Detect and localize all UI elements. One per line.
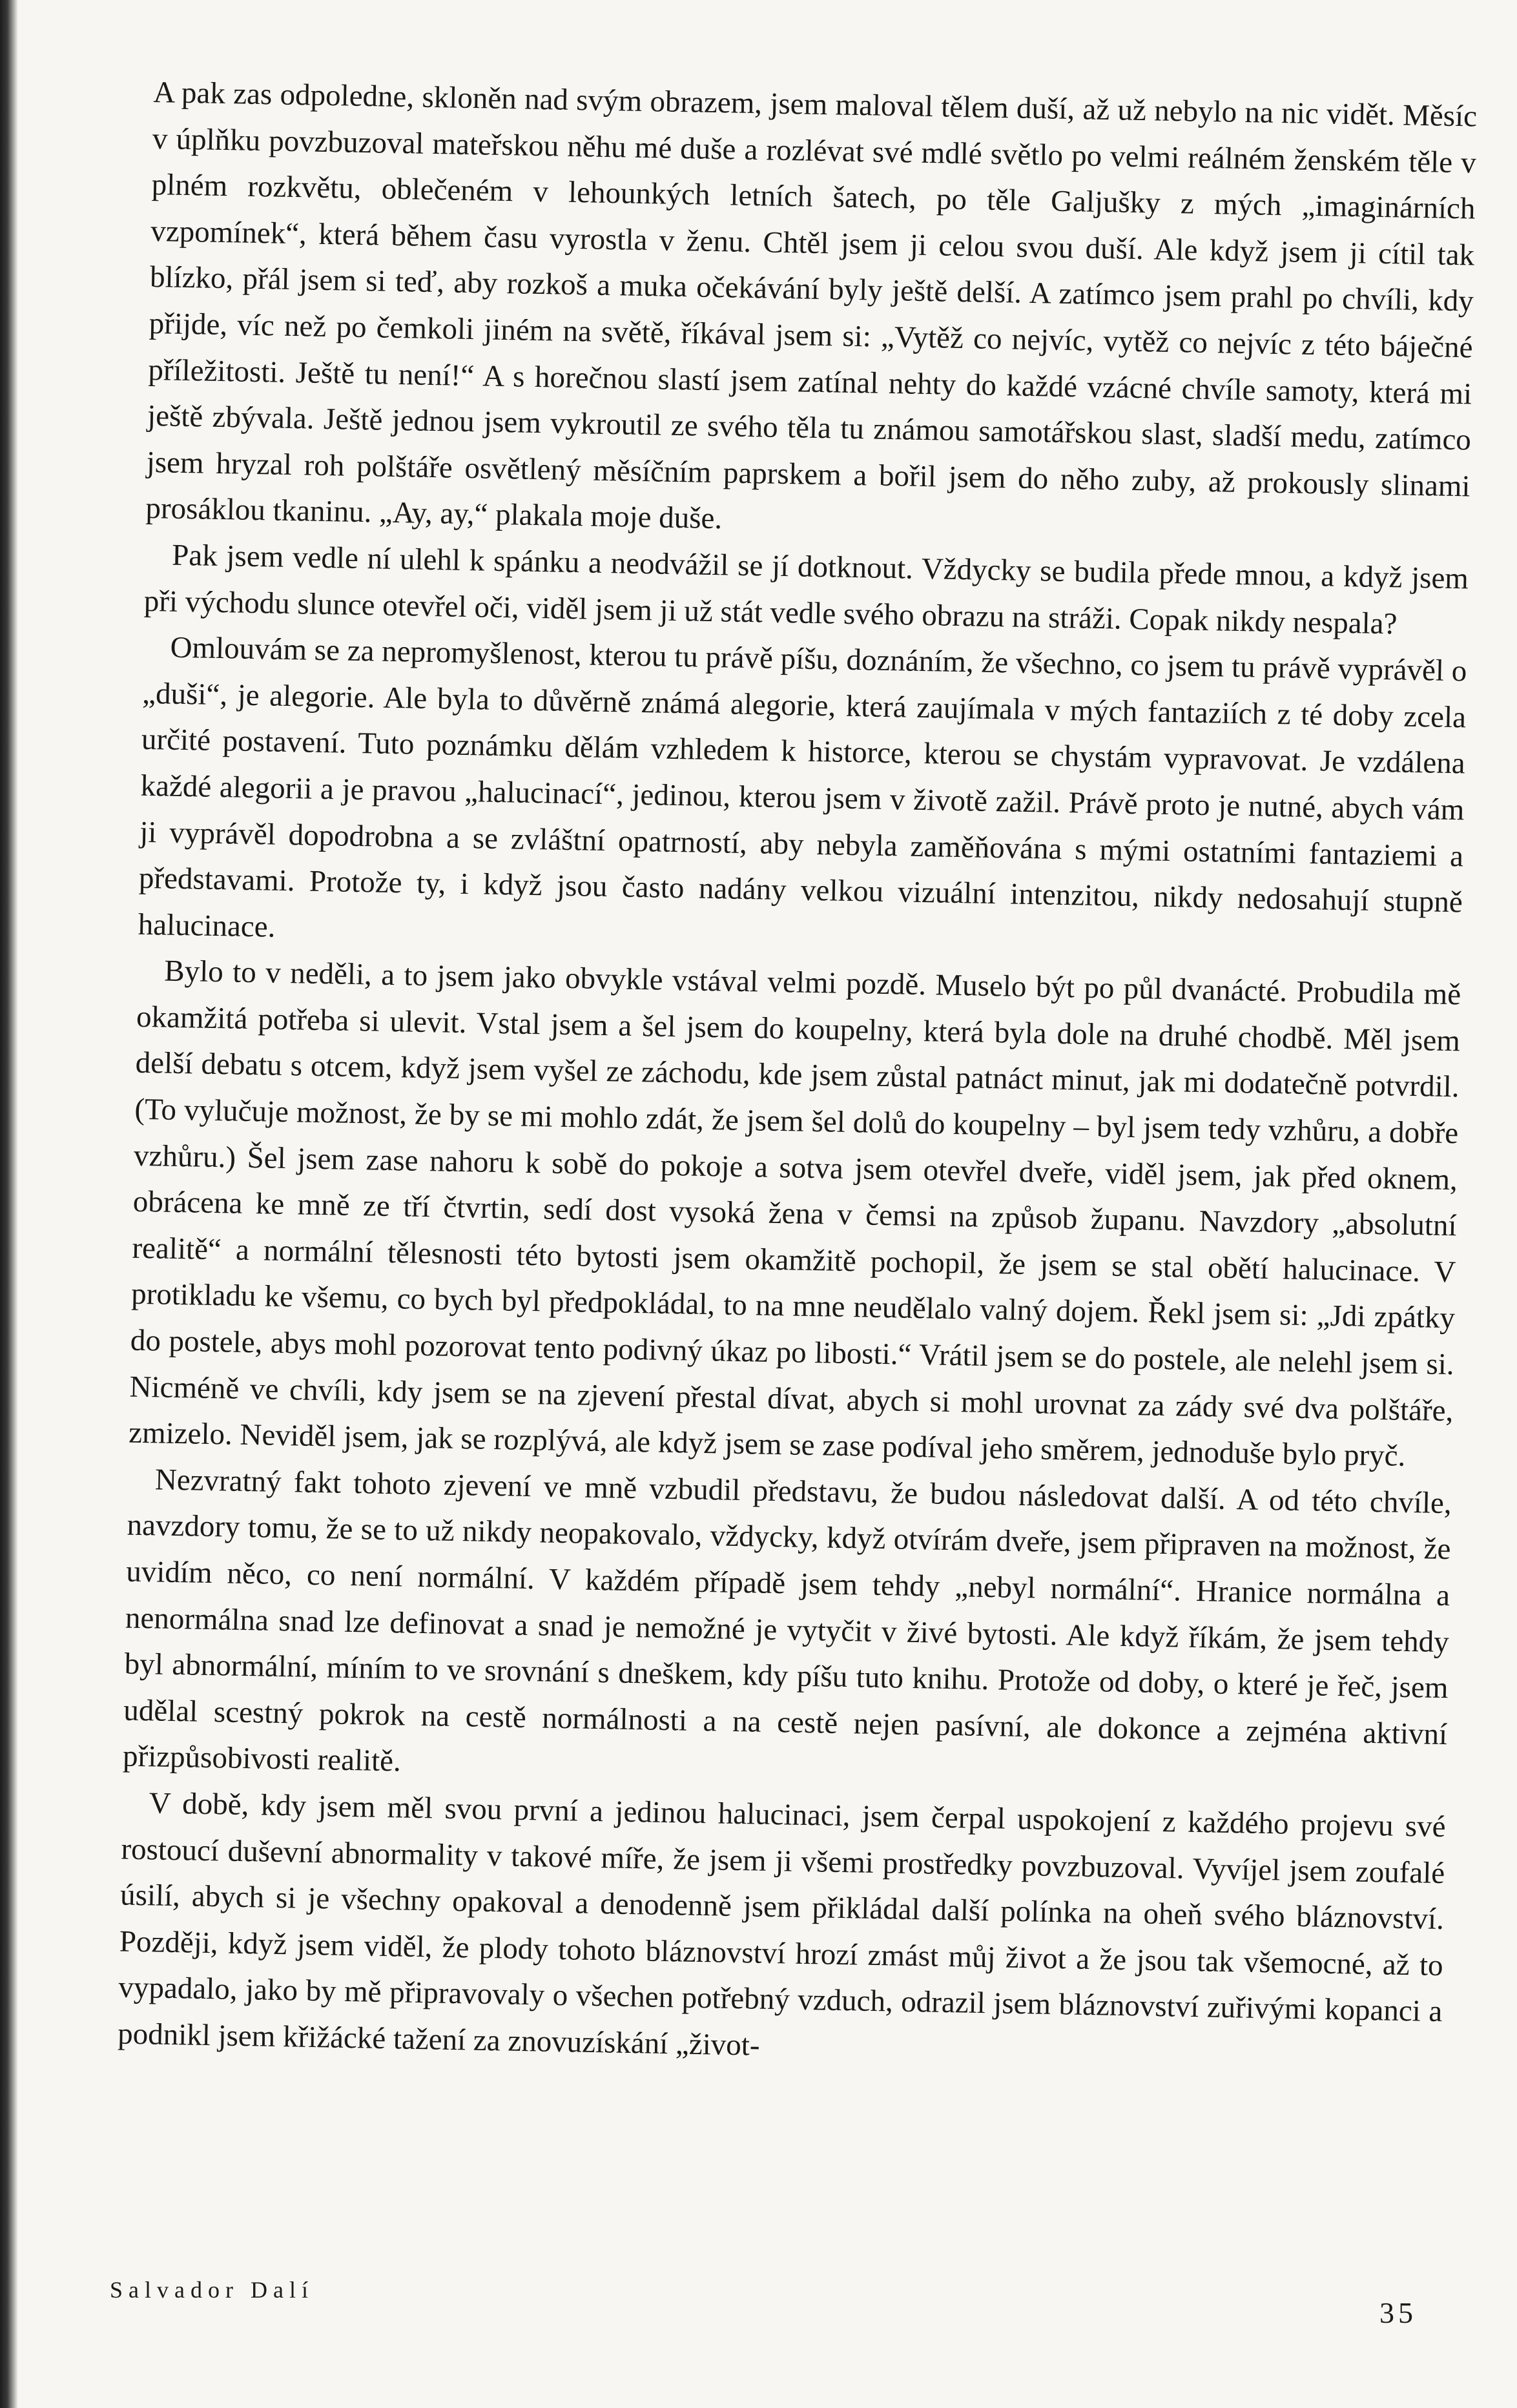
paragraph-6: V době, kdy jsem měl svou první a jedinou halucinaci, jsem čerpal uspokojení z každého projevu své rostoucí duševní abnormality v takové míře, že jsem ji všemi prostředky povzbuzoval. Vyvíjel jsem zoufalé úsilí, abych si je všechny opakoval a denodenně jsem přikládal další polínka na oheň svého bláznovství. Později, když jsem viděl, že plody tohoto bláznovství hrozí zmást můj život a že jsou tak všemocné, až to vypadalo, jako by mě připravovaly o všechen potřebný vzduch, odrazil jsem bláznovství zuřivými kopanci a podnikl jsem křižácké tažení za znovuzískání „život- xyxy=(117,1786,1446,2063)
paragraph-3: Omlouvám se za nepromyšlenost, kterou tu právě píšu, doznáním, že všechno, co jsem tu právě vyprávěl o „duši“, je alegorie. Ale byla to důvěrně známá alegorie, která zaujímala v mých fantaziích z té doby zcela určité postavení. Tuto poznámku dělám vzhledem k historce, kterou se chystám vypravovat. Je vzdálena každé alegorii a je pravou „halucinací“, jedinou, kterou jsem v životě zažil. Právě proto je nutné, abych vám ji vyprávěl dopodrobna a se zvláštní opatrností, aby nebyla zaměňována s mými ostatními fantaziemi a představami. Protože ty, i když jsou často nadány velkou vizuální intenzitou, nikdy nedosahují stupně halucinace. xyxy=(138,630,1467,944)
paragraph-1: A pak zas odpoledne, skloněn nad svým obrazem, jsem maloval tělem duší, až už nebylo na nic vidět. Měsíc v úplňku povzbuzoval mateřskou něhu mé duše a rozlévat své mdlé světlo po velmi reálném ženském těle v plném rozkvětu, oblečeném v lehounkých letních šatech, po těle Galjušky z mých „imaginárních vzpomínek“, která během času vyrostla v ženu. Chtěl jsem ji celou svou duší. Ale když jsem ji cítil tak blízko, přál jsem si teď, aby rozkoš a muka očekávání byly ještě delší. A zatímco jsem prahl po chvíli, kdy přijde, víc než po čemkoli jiném na světě, říkával jsem si: „Vytěž co nejvíc, vytěž co nejvíc z této báječné příležitosti. Ještě tu není!“ A s horečnou slastí jsem zatínal nehty do každé vzácné chvíle samoty, která mi ještě zbývala. Ještě jednou jsem vykroutil ze svého těla tu známou samotářskou slast, sladší medu, zatímco jsem hryzal roh polštáře osvětlený měsíčním paprskem a bořil jsem do něho zuby, až prokously slinami prosáklou tkaninu. „Ay, ay,“ plakala moje duše. xyxy=(145,75,1478,536)
body-text xyxy=(118,70,1478,2082)
paragraph-5: Nezvratný fakt tohoto zjevení ve mně vzbudil představu, že budou následovat další. A od této chvíle, navzdory tomu, že se to už nikdy neopakovalo, vždycky, když otvírám dveře, jsem připraven na možnost, že uvidím něco, co není normální. V každém případě jsem tehdy „nebyl normální“. Hranice normálna a nenormálna snad lze definovat a snad je nemožné je vytyčit v živé bytosti. Ale když říkám, že jsem tehdy byl abnormální, míním to ve srovnání s dneškem, kdy píšu tuto knihu. Protože od doby, o které je řeč, jsem udělal scestný pokrok na cestě normálnosti a na cestě nejen pasívní, ale dokonce a zejména aktivní přizpůsobivosti realitě. xyxy=(122,1463,1452,1778)
paragraph-4: Bylo to v neděli, a to jsem jako obvykle vstával velmi pozdě. Muselo být po půl dvanácté. Probudila mě okamžitá potřeba si ulevit. Vstal jsem a šel jsem do koupelny, která byla dole na druhé chodbě. Měl jsem delší debatu s otcem, když jsem vyšel ze záchodu, kde jsem zůstal patnáct minut, jak mi dodatečně potvrdil. (To vylučuje možnost, že by se mi mohlo zdát, že jsem šel dolů do koupelny – byl jsem tedy vzhůru, a dobře vzhůru.) Šel jsem zase nahoru k sobě do pokoje a sotva jsem otevřel dveře, viděl jsem, jak před oknem, obrácena ke mně ze tří čtvrtin, sedí dost vysoká žena v čemsi na způsob županu. Navzdory „absolutní realitě“ a normální tělesnosti této bytosti jsem okamžitě pochopil, že jsem se stal obětí halucinace. V protikladu ke všemu, co bych byl předpokládal, to na mne neudělalo valný dojem. Řekl jsem si: „Jdi zpátky do postele, abys mohl pozorovat tento podivný úkaz po libosti.“ Vrátil jsem se do postele, ale nelehl jsem si. Nicméně ve chvíli, kdy jsem se na zjevení přestal dívat, abych si mohl urovnat za zády své dva polštáře, zmizelo. Neviděl jsem, jak se rozplývá, ale když jsem se zase podíval jeho směrem, jednoduše bylo pryč. xyxy=(128,954,1461,1474)
binding-shadow xyxy=(0,0,18,2408)
paragraph-2: Pak jsem vedle ní ulehl k spánku a neodvážil se jí dotknout. Vždycky se budila přede mnou, a když jsem při východu slunce otevřel oči, viděl jsem ji už stát vedle svého obrazu na stráži. Copak nikdy nespala? xyxy=(143,538,1469,641)
running-footer-author: Salvador Dalí xyxy=(110,2277,314,2303)
page-number: 35 xyxy=(1379,2296,1417,2329)
